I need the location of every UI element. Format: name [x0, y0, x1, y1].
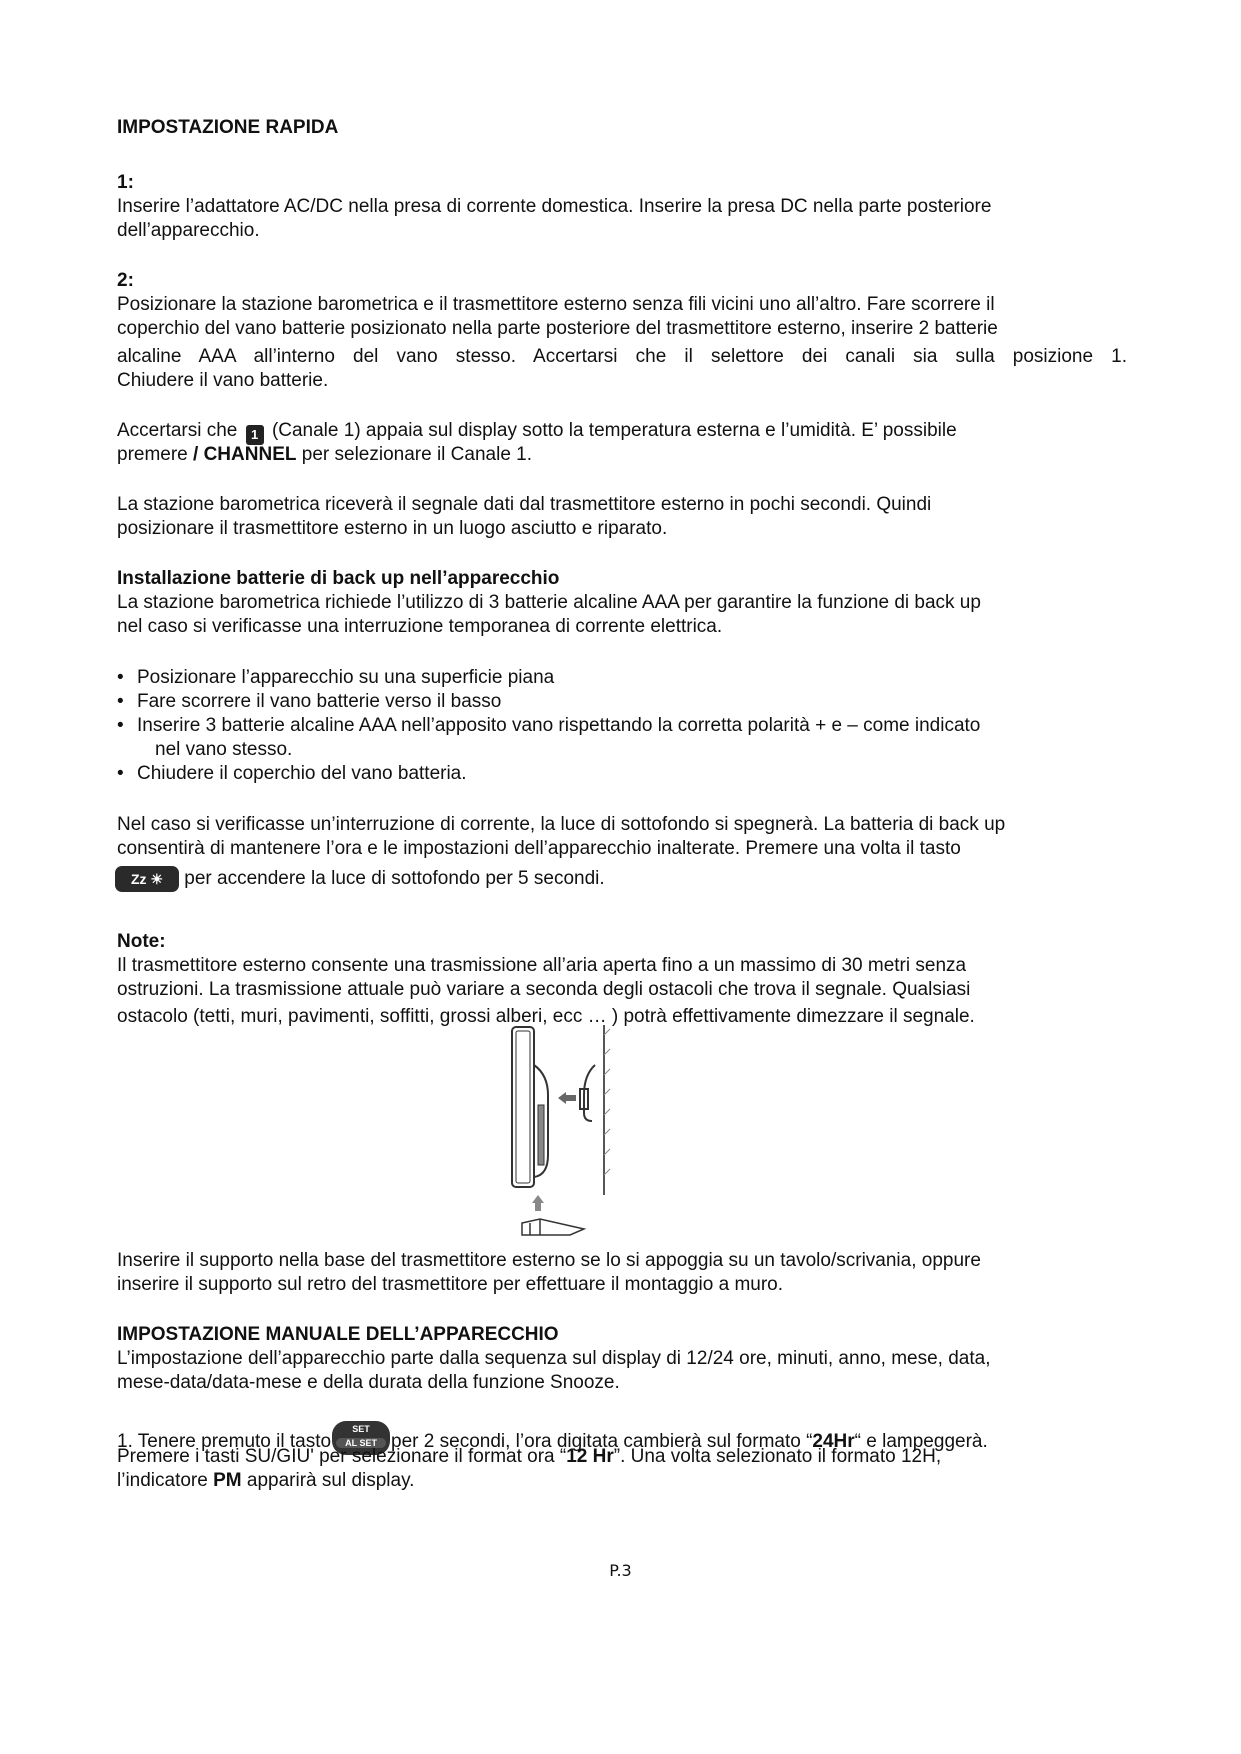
manual-step1-pre: 1. Tenere premuto il tasto: [117, 1431, 332, 1452]
bullet-symbol: •: [117, 667, 124, 688]
note-line2: ostruzioni. La trasmissione attuale può variare a seconda degli ostacoli che trova il segnale. Qualsiasi: [117, 979, 971, 1000]
manual-step2-pre: Premere i tasti SU/GIU' per selezionare il format ora “: [117, 1446, 567, 1467]
step2-label: 2:: [117, 270, 134, 291]
channel-line2-post: per selezionare il Canale 1.: [301, 444, 533, 465]
channel-button-label: / CHANNEL: [193, 444, 297, 465]
step2-line2: coperchio del vano batterie posizionato nella parte posteriore del trasmettitore esterno, inserire 2 batterie: [117, 318, 998, 339]
set-key-top-label: SET: [352, 1424, 370, 1434]
bullet-item: [117, 690, 501, 714]
pm-indicator: PM: [213, 1470, 242, 1491]
note-heading: Note:: [117, 931, 166, 952]
format-24hr: 24Hr: [812, 1431, 855, 1452]
bullet3-continuation: nel vano stesso.: [155, 739, 293, 760]
manual-heading: IMPOSTAZIONE MANUALE DELL’APPARECCHIO: [117, 1324, 559, 1345]
mount-arrow-icon: [558, 1092, 576, 1104]
power-line3-text: per accendere la luce di sottofondo per 5 secondi.: [184, 868, 605, 890]
backup-heading: Installazione batterie di back up nell’apparecchio: [117, 568, 560, 589]
bullet-text: Fare scorrere il vano batterie verso il basso: [137, 691, 502, 712]
channel-line2: [117, 443, 532, 467]
power-line2: consentirà di mantenere l’ora e le impostazioni dell’apparecchio inalterate. Premere una volta il tasto: [117, 838, 961, 859]
manual-line2: mese-data/data-mese e della durata della funzione Snooze.: [117, 1372, 620, 1393]
bullet-text: Posizionare l’apparecchio su una superficie piana: [137, 667, 555, 688]
step1-line2: dell’apparecchio.: [117, 220, 260, 241]
format-12hr: 12 Hr: [566, 1446, 614, 1467]
set-key-bottom-label: AL SET: [336, 1438, 386, 1448]
manual-step1-mid: per 2 secondi, l’ora digitata cambierà sul formato “: [391, 1431, 813, 1452]
backup-line2: nel caso si verificasse una interruzione temporanea di corrente elettrica.: [117, 616, 723, 637]
step1-line1: Inserire l’adattatore AC/DC nella presa di corrente domestica. Inserire la presa DC nella parte posteriore: [117, 196, 992, 217]
manual-step3-pre: l’indicatore: [117, 1470, 208, 1491]
manual-step1-post: “ e lampeggerà.: [854, 1431, 988, 1452]
manual-step3-post: apparirà sul display.: [246, 1470, 415, 1491]
snooze-light-key-icon: Zz ☀: [115, 866, 179, 892]
power-line3: [115, 866, 605, 892]
support-line1: Inserire il supporto nella base del trasmettitore esterno se lo si appoggia su un tavolo/scrivania, oppure: [117, 1250, 981, 1271]
channel-line2-pre: premere: [117, 444, 188, 465]
backup-line1: La stazione barometrica richiede l’utilizzo di 3 batterie alcaline AAA per garantire la funzione di back up: [117, 592, 981, 613]
step2-line3: alcaline AAA all’interno del vano stesso. Accertarsi che il selettore dei canali sia sulla posizione 1.: [117, 346, 1127, 367]
support-line2: inserire il supporto sul retro del trasmettitore per effettuare il montaggio a muro.: [117, 1274, 784, 1295]
heading-quick-setup: IMPOSTAZIONE RAPIDA: [117, 117, 339, 138]
power-line1: Nel caso si verificasse un’interruzione di corrente, la luce di sottofondo si spegnerà. La batteria di back up: [117, 814, 1006, 835]
receive-line1: La stazione barometrica riceverà il segnale dati dal trasmettitore esterno in pochi secondi. Quindi: [117, 494, 932, 515]
channel-post: (Canale 1) appaia sul display sotto la temperatura esterna e l’umidità. E’ possibile: [271, 420, 957, 441]
step2-line4: Chiudere il vano batterie.: [117, 370, 329, 391]
page-number: P.3: [609, 1561, 632, 1580]
wall-hook: [580, 1065, 595, 1121]
manual-line1: L’impostazione dell’apparecchio parte dalla sequenza sul display di 12/24 ore, minuti, anno, mese, data,: [117, 1348, 991, 1369]
bullet-text: Chiudere il coperchio del vano batteria.: [137, 763, 467, 784]
note-line3: ostacolo (tetti, muri, pavimenti, soffitti, grossi alberi, ecc … ) potrà effettivamente dimezzare il segnale.: [117, 1006, 975, 1027]
manual-step1-line3: [117, 1469, 414, 1493]
stand-arrow-icon: [532, 1195, 544, 1211]
transmitter-mounting-illustration: [500, 1025, 620, 1255]
bullet-text: Inserire 3 batterie alcaline AAA nell’apposito vano rispettando la corretta polarità + e – come indicato: [137, 715, 981, 736]
channel-pre: Accertarsi che: [117, 420, 238, 441]
step2-line1: Posizionare la stazione barometrica e il trasmettitore esterno senza fili vicini uno all’altro. Fare scorrere il: [117, 294, 995, 315]
bullet-symbol: •: [117, 763, 124, 784]
bullet-item: [117, 666, 554, 690]
bullet-symbol: •: [117, 715, 124, 736]
note-line1: Il trasmettitore esterno consente una trasmissione all’aria aperta fino a un massimo di 30 metri senza: [117, 955, 967, 976]
bullet-item: [117, 762, 467, 786]
manual-step1-line2: [117, 1445, 941, 1469]
bullet-symbol: •: [117, 691, 124, 712]
receive-line2: posizionare il trasmettitore esterno in un luogo asciutto e riparato.: [117, 518, 668, 539]
transmitter-body: [512, 1027, 534, 1187]
channel-line1: [117, 419, 957, 445]
manual-step2-post: ”. Una volta selezionato il formato 12H,: [613, 1446, 942, 1467]
step1-label: 1:: [117, 172, 134, 193]
channel-1-icon: 1: [246, 425, 264, 445]
stand: [522, 1219, 584, 1235]
bullet-item: [117, 714, 980, 738]
